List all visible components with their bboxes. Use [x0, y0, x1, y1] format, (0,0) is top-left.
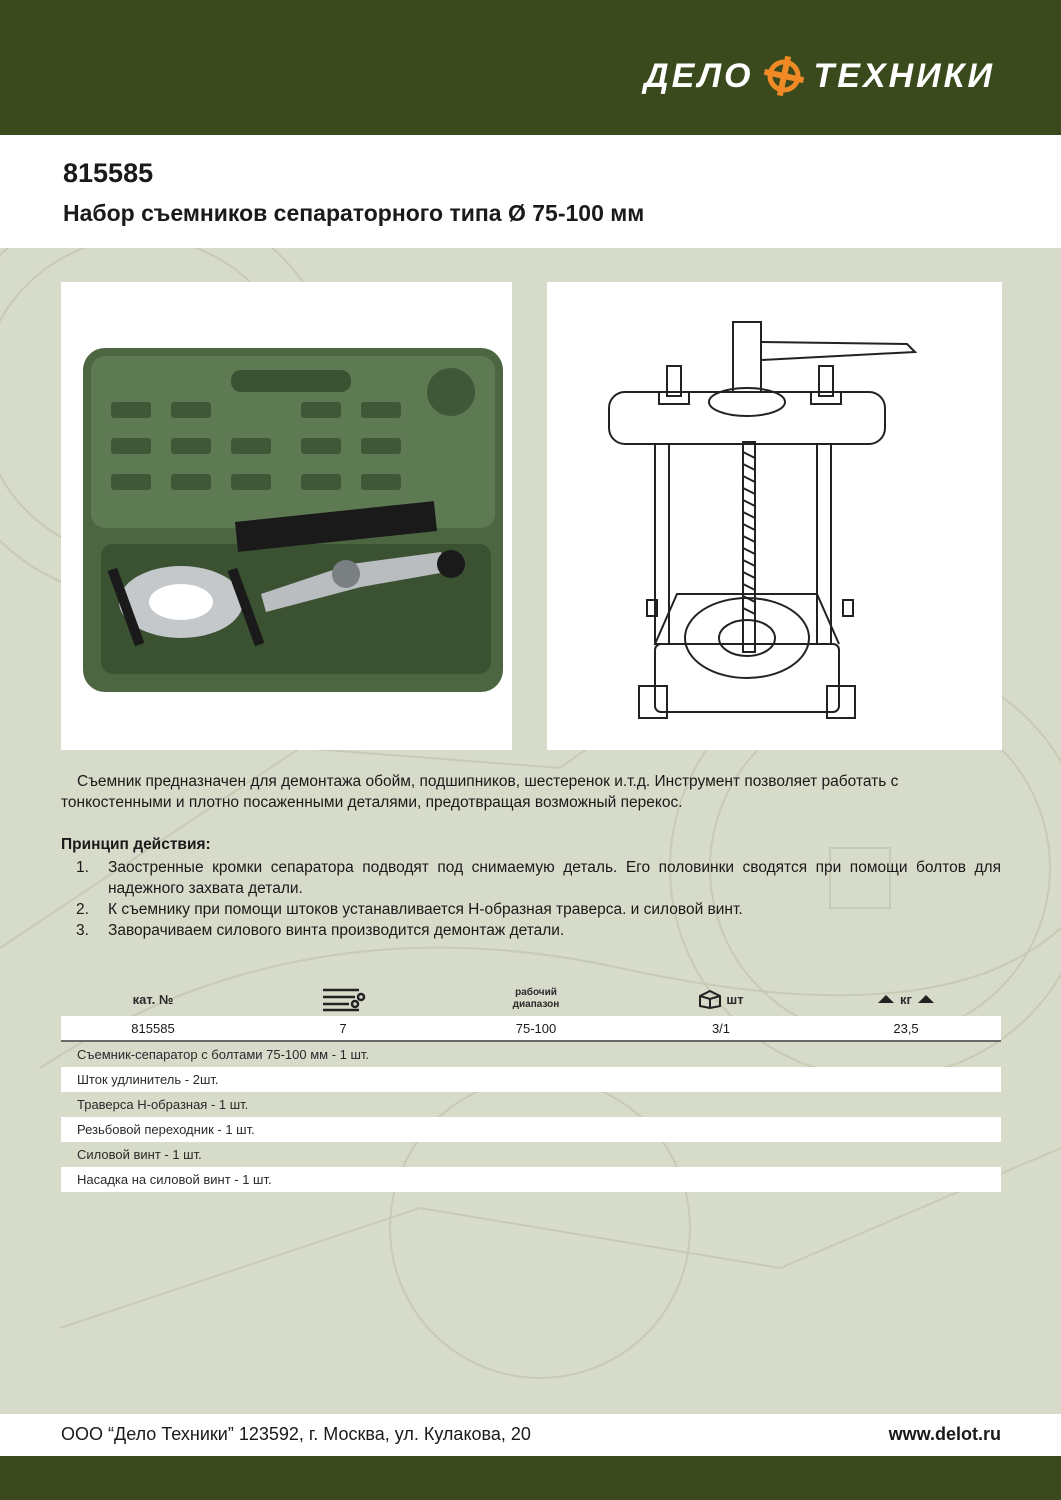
box-icon [698, 989, 722, 1009]
cell-range: 75-100 [515, 1020, 557, 1036]
step-text: К съемнику при помощи штоков устанавливается Н-образная траверса. и силовой винт. [108, 901, 743, 918]
brand-logo [644, 54, 995, 98]
col-cat: кат. № [132, 991, 174, 1007]
cell-weight: 23,5 [893, 1020, 919, 1036]
step-number: 2. [76, 901, 89, 918]
list-item: Насадка на силовой винт - 1 шт. [61, 1167, 1001, 1192]
top-crossbar [609, 392, 885, 444]
cell-pcs: 3/1 [711, 1020, 731, 1036]
footer-website-link[interactable]: www.delot.ru [888, 1424, 1001, 1444]
step-item [61, 857, 1001, 899]
handle-lever [761, 342, 915, 360]
col-kg [851, 982, 961, 1016]
list-item: Силовой винт - 1 шт. [77, 1147, 202, 1162]
list-item: Шток удлинитель - 2шт. [61, 1067, 1001, 1092]
product-photo [61, 282, 512, 750]
scale-left-icon [876, 991, 896, 1007]
col-pcs-label: шт [726, 991, 744, 1007]
product-code: 815585 [63, 158, 154, 188]
cell-cat: 815585 [131, 1020, 175, 1036]
col-range [481, 982, 591, 1016]
step-item [61, 899, 1001, 920]
col-count [301, 982, 385, 1016]
cell-count: 7 [339, 1020, 347, 1036]
col-range-label-2: диапазон [512, 999, 560, 1010]
col-pcs [671, 982, 771, 1016]
list-item: Съемник-сепаратор с болтами 75-100 мм - 1 шт. [77, 1047, 370, 1062]
case-handle [231, 370, 351, 392]
title-band [0, 135, 1061, 248]
power-screw-head [733, 322, 761, 392]
product-description: Съемник предназначен для демонтажа обойм, подшипников, шестеренок и.т.д. Инструмент позволяет работать с тонкостенными и плотно посаженными деталями, предотвращая возможный перекос. [61, 773, 899, 811]
principle-steps [61, 857, 1001, 941]
step-text: Заостренные кромки сепаратора подводят под снимаемую деталь. Его половинки сводятся при помощи болтов для надежного захвата детали. [108, 859, 1001, 897]
scale-right-icon [916, 991, 936, 1007]
contents-list [61, 1042, 1001, 1192]
spec-row [61, 1016, 1001, 1042]
right-rod [817, 444, 831, 644]
bearing [719, 620, 775, 656]
list-item: Траверса Н-образная - 1 шт. [77, 1097, 249, 1112]
step-text: Заворачиваем силового винта производится демонтаж детали. [108, 922, 565, 939]
step-item [61, 920, 1001, 941]
adapter-nut [437, 550, 465, 578]
tools-count-icon [319, 985, 367, 1013]
step-number: 1. [76, 859, 89, 876]
bottom-band [0, 1456, 1061, 1500]
product-title: Набор съемников сепараторного типа Ø 75-100 мм [63, 200, 645, 226]
header-band [0, 0, 1061, 135]
logo-text-right: ТЕХНИКИ [813, 56, 995, 95]
step-number: 3. [76, 922, 89, 939]
tool-diagram [547, 282, 1002, 750]
col-kg-label: кг [900, 991, 912, 1007]
spec-header [61, 982, 1001, 1016]
logo-text-left: ДЕЛО [644, 56, 754, 95]
list-item: Резьбовой переходник - 1 шт. [61, 1117, 1001, 1142]
col-range-label-1: рабочий [515, 987, 557, 998]
logo-gear-icon [762, 54, 806, 98]
footer-address: ООО “Дело Техники” 123592, г. Москва, ул. Кулакова, 20 [61, 1424, 531, 1444]
principle-heading: Принцип действия: [61, 836, 211, 853]
